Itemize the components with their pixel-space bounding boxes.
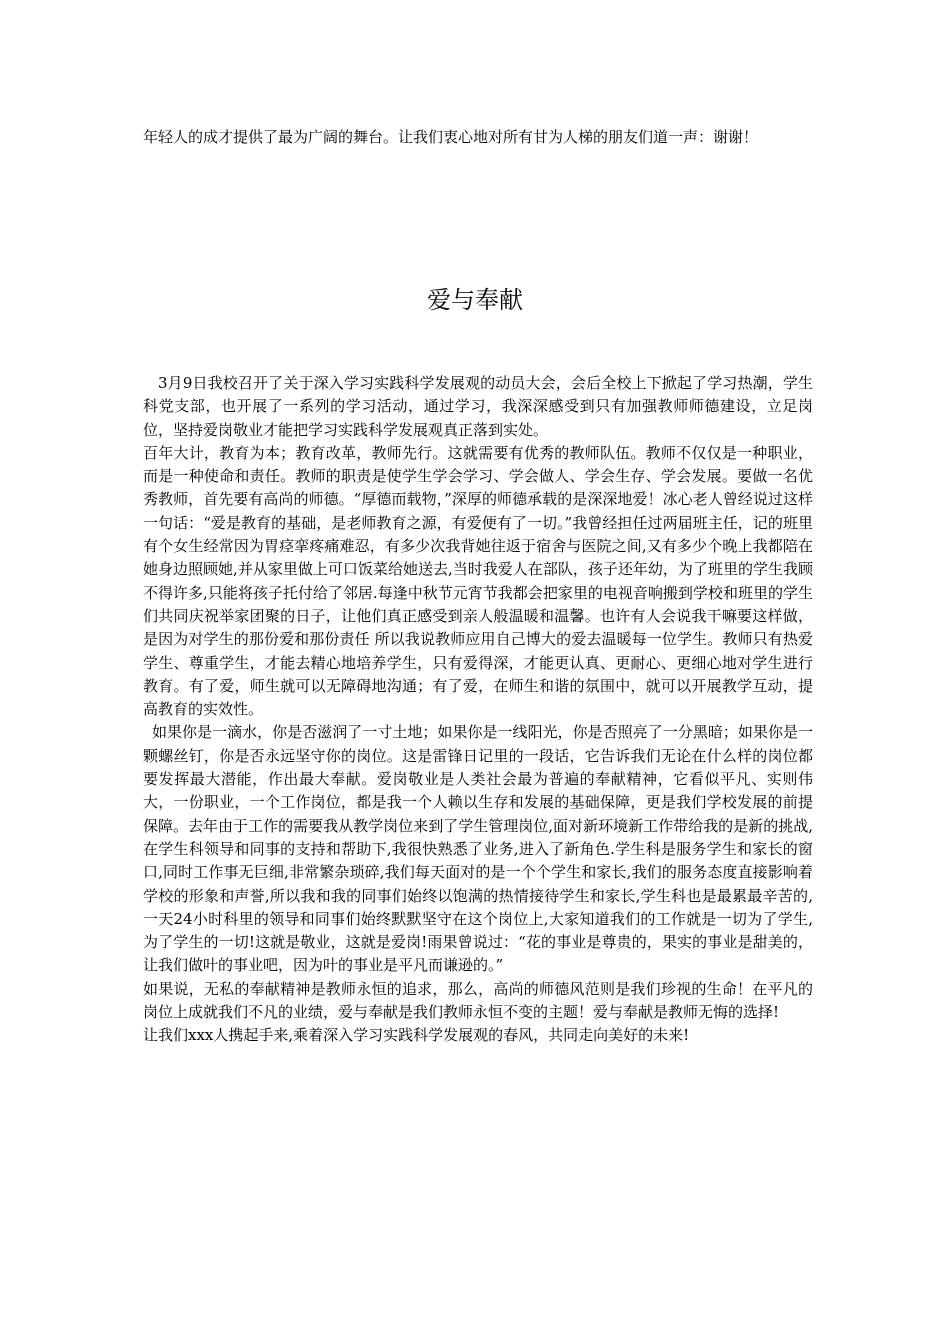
- paragraph-2: 百年大计，教育为本；教育改革，教师先行。这就需要有优秀的教师队伍。教师不仅仅是一种职业，而是一种使命和责任。教师的职责是使学生学会学习、学会做人、学会生存、学会发展。要做一名优秀教师，首先要有高尚的师德。“厚德而载物，”深厚的师德承载的是深深地爱！冰心老人曾经说过这样一句话：“爱是教育的基础，是老师教育之源，有爱便有了一切。”我曾经担任过两届班主任，记的班里有个女生经常因为胃痉挛疼痛难忍，有多少次我背她往返于宿舍与医院之间,又有多少个晚上我都陪在她身边照顾她,并从家里做上可口饭菜给她送去,当时我爱人在部队，孩子还年幼，为了班里的学生我顾不得许多,只能将孩子托付给了邻居.每逢中秋节元宵节我都会把家里的电视音响搬到学校和班里的学生们共同庆祝举家团聚的日子，让他们真正感受到亲人般温暖和温馨。也许有人会说我干嘛要这样做，是因为对学生的那份爱和那份责任 所以我说教师应用自己博大的爱去温暖每一位学生。教师只有热爱学生、尊重学生，才能去精心地培养学生，只有爱得深，才能更认真、更耐心、更细心地对学生进行教育。有了爱，师生就可以无障碍地沟通；有了爱，在师生和谐的氛围中，就可以开展教学互动，提高教育的实效性。: [143, 443, 813, 719]
- document-body: [143, 372, 813, 1048]
- paragraph-5: 让我们xxx人携起手来,乘着深入学习实践科学发展观的春风，共同走向美好的未来!: [143, 1026, 690, 1045]
- lead-line: 年轻人的成才提供了最为广阔的舞台。让我们衷心地对所有甘为人梯的朋友们道一声：谢谢！: [143, 128, 759, 146]
- paragraph-4: 如果说，无私的奉献精神是教师永恒的追求，那么，高尚的师德风范则是我们珍视的生命！在平凡的岗位上成就我们不凡的业绩，爱与奉献是我们教师永恒不变的主题！爱与奉献是教师无悔的选择!: [143, 979, 813, 1022]
- paragraph-3: 如果你是一滴水，你是否滋润了一寸土地；如果你是一线阳光，你是否照亮了一分黑暗；如果你是一颗螺丝钉，你是否永远坚守你的岗位。这是雷锋日记里的一段话，它告诉我们无论在什么样的岗位都要发挥最大潜能，作出最大奉献。爱岗敬业是人类社会最为普遍的奉献精神，它看似平凡、实则伟大，一份职业，一个工作岗位，都是我一个人赖以生存和发展的基础保障，更是我们学校发展的前提保障。去年由于工作的需要我从教学岗位来到了学生管理岗位,面对新环境新工作带给我的是新的挑战,在学生科领导和同事的支持和帮助下,我很快熟悉了业务,进入了新角色.学生科是服务学生和家长的窗口,同时工作事无巨细,非常繁杂琐碎,我们每天面对的是一个个学生和家长,我们的服务态度直接影响着学校的形象和声誉,所以我和我的同事们始终以饱满的热情接待学生和家长,学生科也是最累最辛苦的,一天24小时科里的领导和同事们始终默默坚守在这个岗位上,大家知道我们的工作就是一切为了学生,为了学生的一切!这就是敬业，这就是爱岗!雨果曾说过：“花的事业是尊贵的，果实的事业是甜美的，让我们做叶的事业吧，因为叶的事业是平凡而谦逊的。”: [143, 723, 813, 975]
- paragraph-1: 3月9日我校召开了关于深入学习实践科学发展观的动员大会，会后全校上下掀起了学习热潮，学生科党支部，也开展了一系列的学习活动，通过学习，我深深感受到只有加强教师师德建设，立足岗位，坚持爱岗敬业才能把学习实践科学发展观真正落到实处。: [143, 374, 813, 439]
- page-title: 爱与奉献: [427, 286, 523, 314]
